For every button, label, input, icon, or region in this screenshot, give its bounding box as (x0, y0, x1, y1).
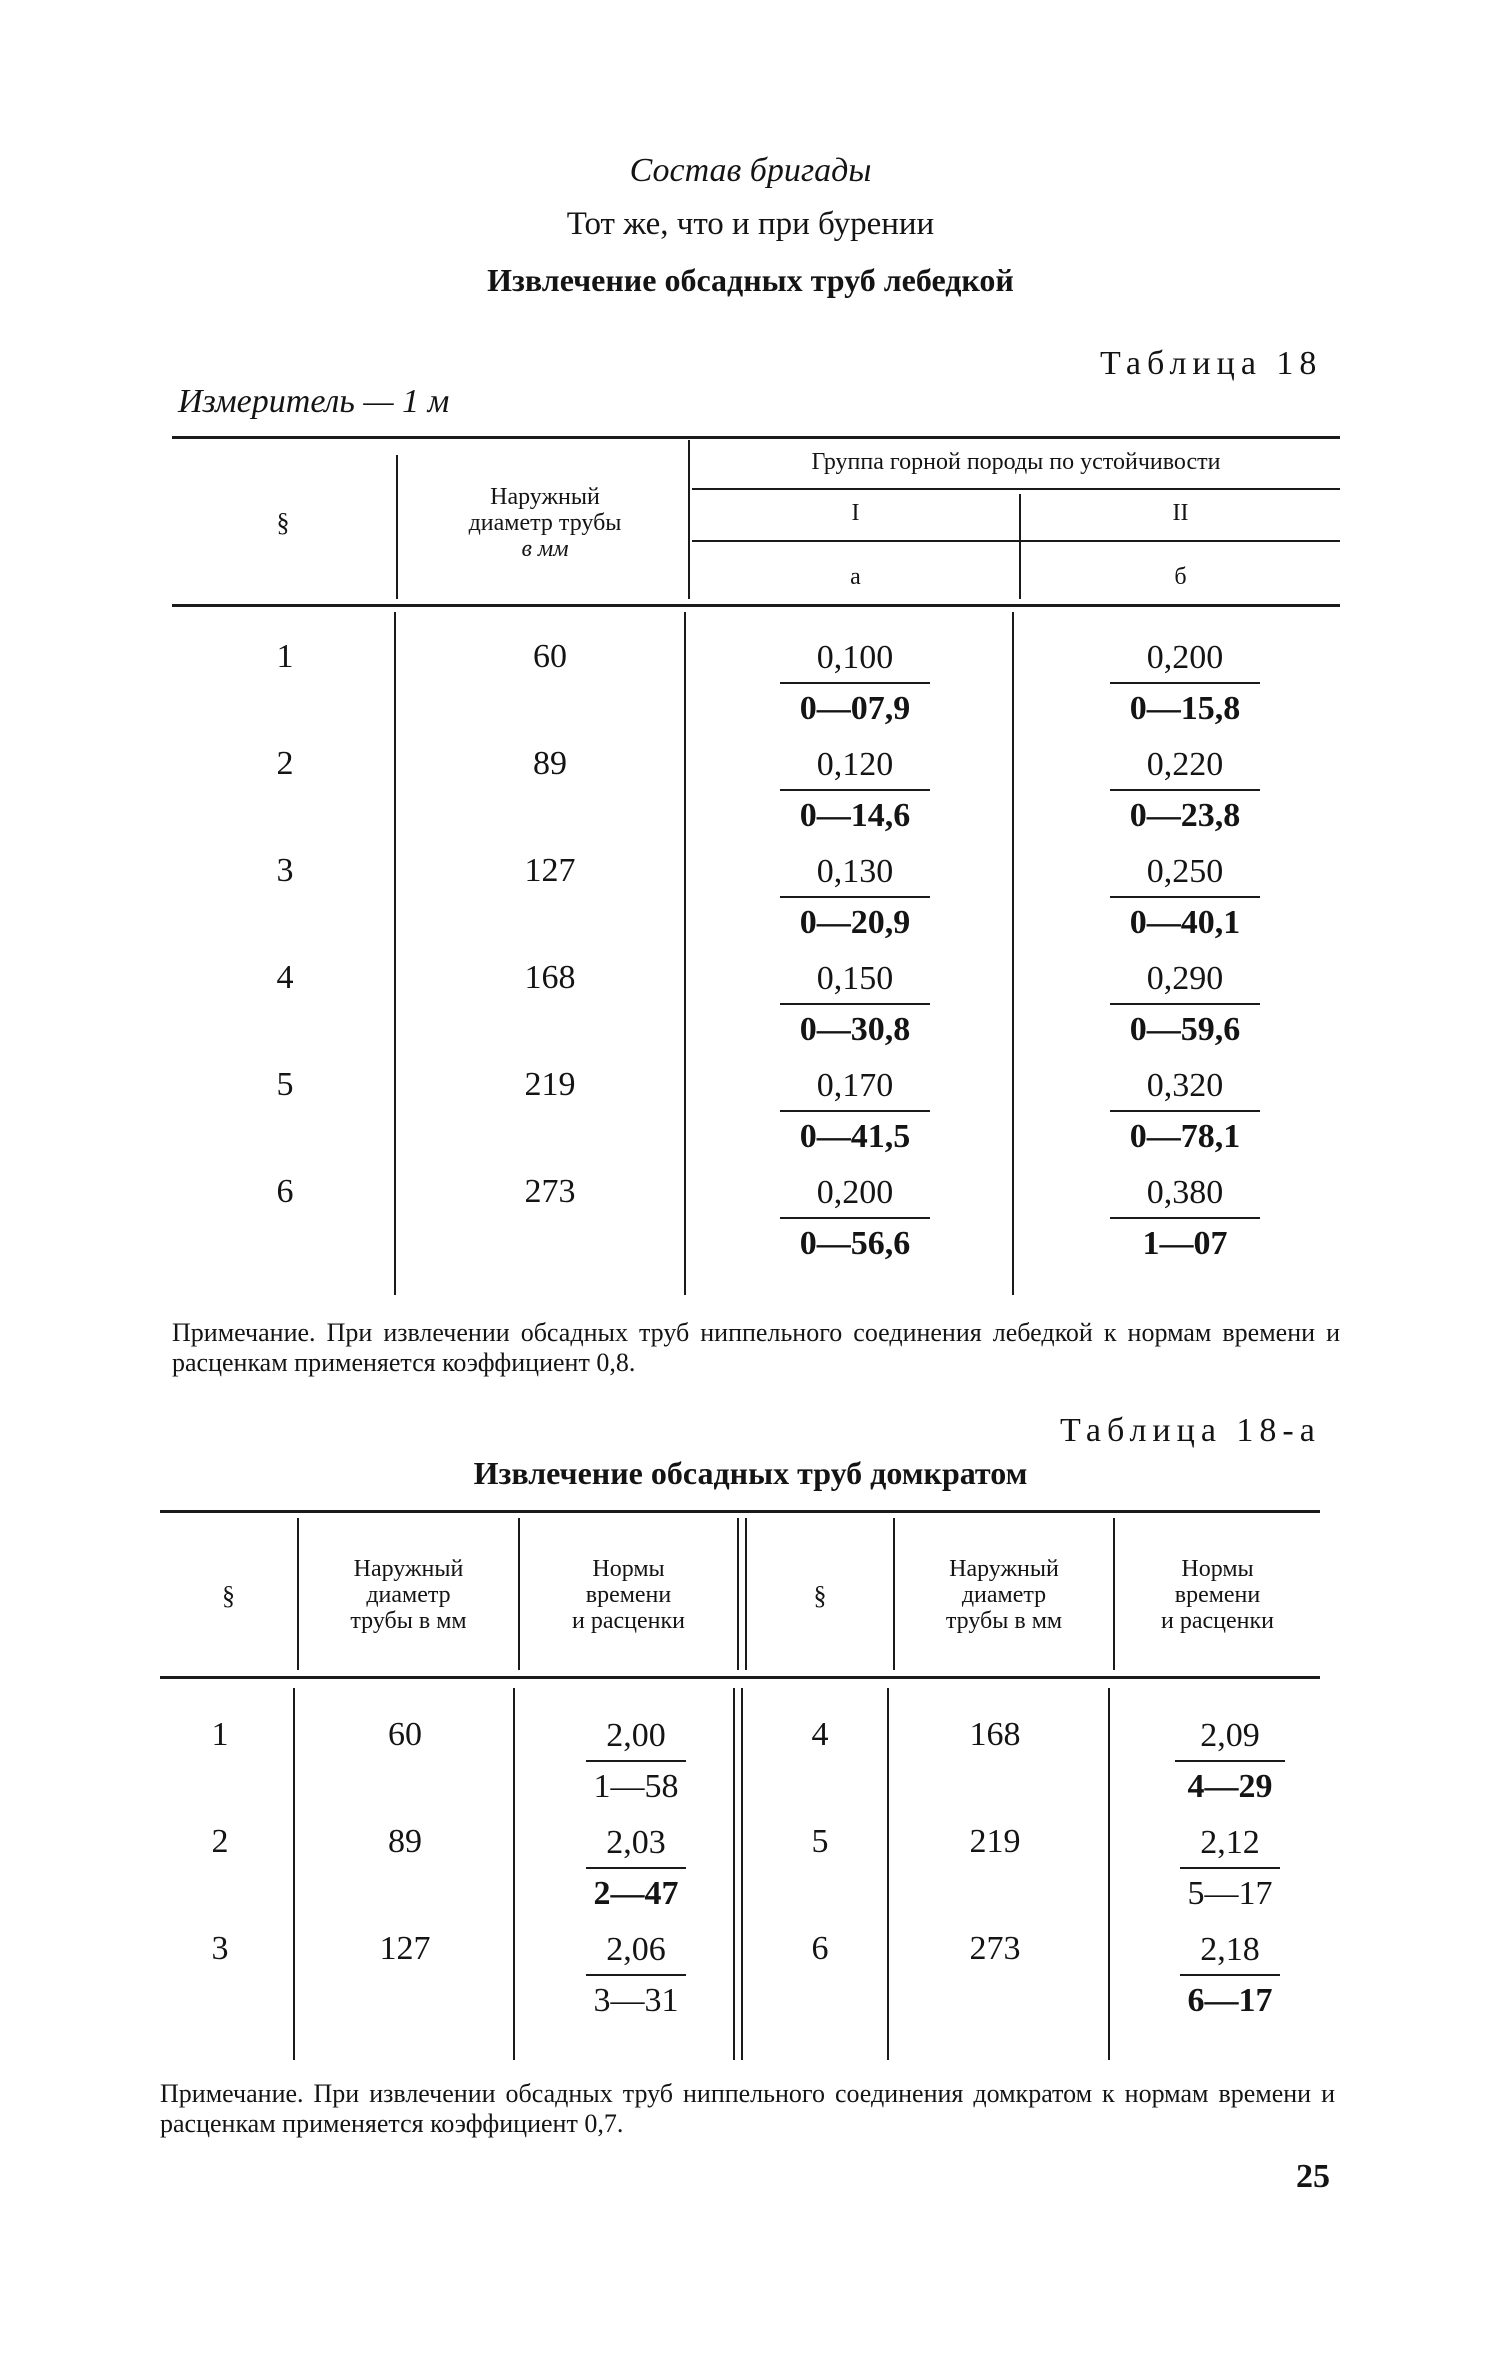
table18-row4-n: 4 (276, 959, 294, 996)
table18a-label: Таблица 18-а (1060, 1412, 1321, 1449)
table18a-left-row2-d: 89 (388, 1823, 422, 1860)
table18a-vline-5 (1108, 1688, 1110, 2060)
table18a-right-row1-norm: 2,09 4—29 (1150, 1712, 1310, 1812)
table18-row3-n: 3 (276, 852, 294, 889)
table18-section-title: Извлечение обсадных труб лебедкой (487, 262, 1014, 298)
header18a-norms-l1: Нормы (592, 1556, 665, 1582)
table18-row5-a: 0,170 0—41,5 (775, 1062, 935, 1162)
table18-row6-n: 6 (276, 1173, 294, 1210)
table18-row2-b: 0,220 0—23,8 (1105, 741, 1265, 841)
table18-vline-1 (394, 612, 396, 1295)
table18-row6-d: 273 (524, 1173, 576, 1210)
table18-header-col-a: а (850, 564, 861, 590)
table18-row1-d: 60 (533, 638, 567, 675)
table18a-left-row1-d: 60 (388, 1716, 422, 1753)
table18a-right-row2-d: 219 (969, 1823, 1021, 1860)
table18-vline-2h (688, 440, 690, 599)
header-diameter-line3: в мм (521, 536, 569, 562)
table18-row2-a: 0,120 0—14,6 (775, 741, 935, 841)
table18a-top-rule (160, 1510, 1320, 1513)
table18a-vline-4 (887, 1688, 889, 2060)
table18-row6-b: 0,380 1—07 (1105, 1169, 1265, 1269)
header-diameter-line2: диаметр трубы (468, 510, 622, 536)
header18a-norms-r3: и расценки (1161, 1608, 1274, 1634)
table18-row4-a: 0,150 0—30,8 (775, 955, 935, 1055)
header18a-diameter-l2: диаметр (366, 1582, 451, 1608)
header18a-diameter-l1: Наружный (353, 1556, 464, 1582)
table18a-header-diameter-right (895, 1556, 1113, 1634)
header18a-diameter-r1: Наружный (949, 1556, 1059, 1582)
header18a-norms-l2: времени (585, 1582, 672, 1608)
header18a-diameter-l3: трубы в мм (350, 1608, 467, 1634)
table18a-vline-3h-a (737, 1518, 739, 1670)
table18-row3-b: 0,250 0—40,1 (1105, 848, 1265, 948)
table18a-left-row2-n: 2 (211, 1823, 229, 1860)
header18a-diameter-r3: трубы в мм (945, 1608, 1063, 1634)
table18a-header-norms-right (1115, 1556, 1320, 1634)
header18a-diameter-r2: диаметр (961, 1582, 1047, 1608)
table18-row5-d: 219 (524, 1066, 576, 1103)
table18a-vline-3b (741, 1688, 743, 2060)
table18a-header-rule (160, 1676, 1320, 1679)
table18a-left-row1-n: 1 (211, 1716, 229, 1753)
table18-row4-d: 168 (524, 959, 576, 996)
table18-row2-n: 2 (276, 745, 294, 782)
table18-row1-a: 0,100 0—07,9 (775, 634, 935, 734)
table18a-left-row1-norm: 2,00 1—58 (556, 1712, 716, 1812)
table18-vline-2 (684, 612, 686, 1295)
table18a-right-row3-d: 273 (969, 1930, 1021, 1967)
table18a-right-row2-norm: 2,12 5—17 (1150, 1819, 1310, 1919)
table18-row4-b: 0,290 0—59,6 (1105, 955, 1265, 1055)
header-diameter-line1: Наружный (490, 484, 600, 510)
header18a-norms-r2: времени (1174, 1582, 1261, 1608)
table18a-left-row3-n: 3 (211, 1930, 229, 1967)
header18a-norms-l3: и расценки (572, 1608, 685, 1634)
table18a-note: Примечание. При извлечении обсадных труб ниппельного соединения домкратом к нормам времени и расценкам применяется коэффициент 0,7. (160, 2079, 1335, 2138)
table18-vline-1h (396, 455, 398, 599)
table18-vline-3 (1012, 612, 1014, 1295)
table18a-right-row1-n: 4 (811, 1716, 829, 1753)
table18-row1-b: 0,200 0—15,8 (1105, 634, 1265, 734)
table18-header-rule (172, 604, 1340, 607)
header18a-norms-r1: Нормы (1181, 1556, 1254, 1582)
table18a-right-row2-n: 5 (811, 1823, 829, 1860)
crew-heading: Состав бригады (629, 152, 872, 189)
table18-group-rule (692, 488, 1340, 490)
table18-row5-n: 5 (276, 1066, 294, 1103)
table18-top-rule (172, 436, 1340, 439)
table18-note: Примечание. При извлечении обсадных труб ниппельного соединения лебедкой к нормам времени и расценкам применяется коэффициент 0,8. (172, 1318, 1340, 1377)
table18a-right-row3-norm: 2,18 6—17 (1150, 1926, 1310, 2026)
table18-header-col-b: б (1174, 564, 1187, 590)
table18-header-paragraph: § (276, 508, 290, 537)
table18-row3-d: 127 (524, 852, 576, 889)
crew-text: Тот же, что и при бурении (566, 206, 935, 242)
table18a-header-diameter-left (299, 1556, 518, 1634)
table18a-left-row3-d: 127 (379, 1930, 431, 1967)
page-number: 25 (1296, 2158, 1330, 2195)
table18-row6-a: 0,200 0—56,6 (775, 1169, 935, 1269)
table18a-right-row3-n: 6 (811, 1930, 829, 1967)
table18a-vline-2 (513, 1688, 515, 2060)
table18a-header-paragraph-left: § (222, 1581, 235, 1610)
table18a-right-row1-d: 168 (969, 1716, 1021, 1753)
table18-label: Таблица 18 (1100, 345, 1323, 382)
table18-header-diameter (420, 484, 670, 562)
table18-row5-b: 0,320 0—78,1 (1105, 1062, 1265, 1162)
table18-row3-a: 0,130 0—20,9 (775, 848, 935, 948)
table18-header-group: Группа горной породы по устойчивости (811, 449, 1221, 475)
table18-subgroup-rule (692, 540, 1340, 542)
table18a-header-norms-left (520, 1556, 737, 1634)
table18-header-group-I: I (851, 500, 860, 526)
table18a-vline-3a (733, 1688, 735, 2060)
table18-measure: Измеритель — 1 м (178, 383, 450, 420)
table18a-section-title: Извлечение обсадных труб домкратом (473, 1455, 1028, 1491)
table18-row2-d: 89 (533, 745, 567, 782)
table18a-vline-1 (293, 1688, 295, 2060)
table18a-left-row3-norm: 2,06 3—31 (556, 1926, 716, 2026)
table18-row1-n: 1 (276, 638, 294, 675)
table18-header-group-II: II (1172, 500, 1189, 526)
table18a-header-paragraph-right: § (813, 1581, 827, 1610)
table18a-left-row2-norm: 2,03 2—47 (556, 1819, 716, 1919)
